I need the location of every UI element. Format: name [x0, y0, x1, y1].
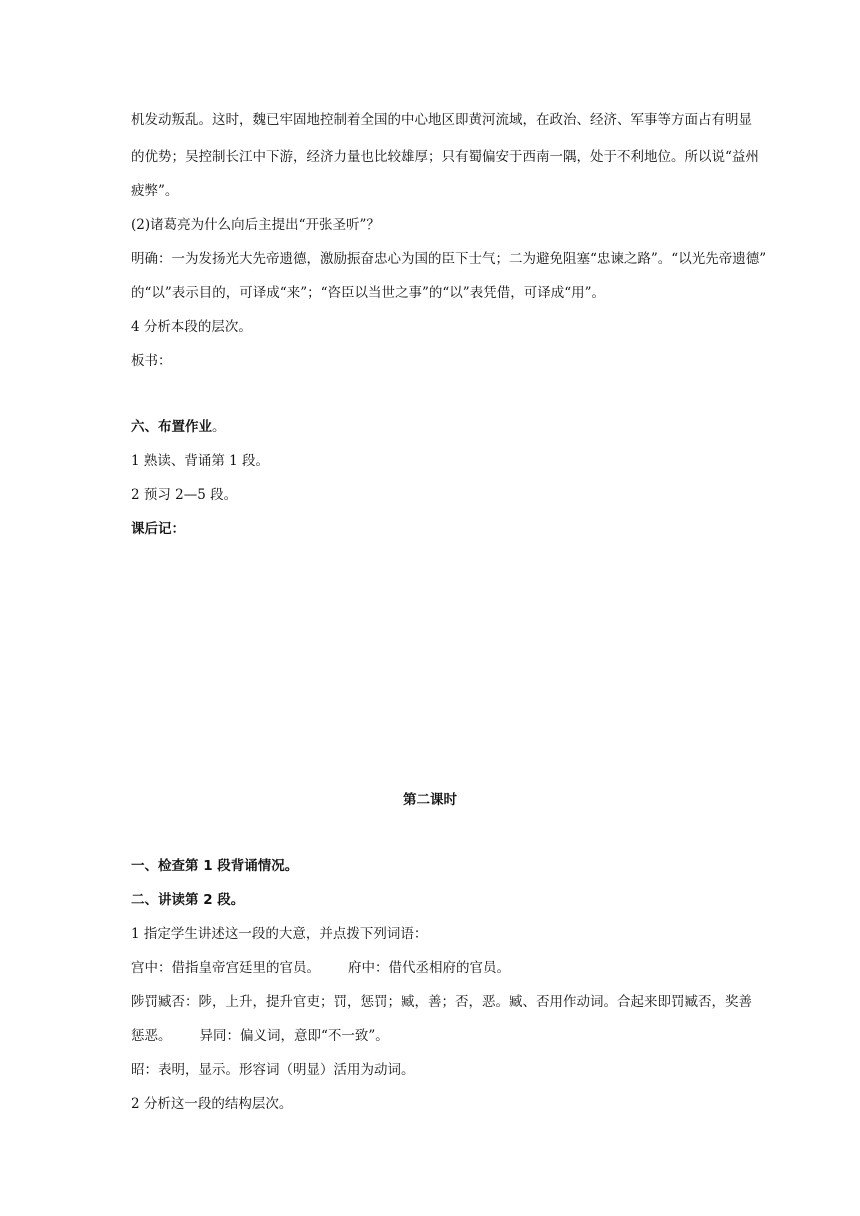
- vocab-line: [131, 959, 510, 977]
- paragraph-line: 机发动叛乱。这时，魏已牢固地控制着全国的中心地区即黄河流域，在政治、经济、军事等方面占有明显: [131, 112, 752, 128]
- paragraph-line: 疲弊”。: [131, 183, 179, 199]
- vocab-zhifa-end: 惩恶。: [131, 1028, 172, 1044]
- vocab-gongzhong: 宫中：借指皇帝宫廷里的官员。: [131, 960, 320, 976]
- paragraph-line: 的优势；吴控制长江中下游，经济力量也比较雄厚；只有蜀偏安于西南一隅，处于不利地位。所以说“益州: [131, 149, 759, 165]
- answer-line: 的“以”表示目的，可译成“来”；“咨臣以当世之事”的“以”表凭借，可译成“用”。: [131, 285, 606, 301]
- lesson-title: 第二课时: [403, 792, 457, 808]
- list-item: 2 预习 2—5 段。: [131, 487, 238, 503]
- vocab-line: [131, 1027, 389, 1045]
- homework-heading-text: 六、布置作业: [131, 419, 212, 435]
- after-class-note-label: 课后记：: [131, 521, 185, 537]
- vocab-fuzhong: 府中：借代丞相府的官员。: [348, 960, 510, 976]
- homework-heading: [131, 418, 226, 436]
- vocab-line: 昭：表明，显示。形容词（明显）活用为动词。: [131, 1062, 415, 1078]
- vocab-line: 陟罚臧否：陟，上升，提升官吏；罚，惩罚；臧，善；否，恶。臧、否用作动词。合起来即罚臧否，奖善: [131, 994, 752, 1010]
- list-item: 1 指定学生讲述这一段的大意，并点拨下列词语：: [131, 926, 428, 942]
- homework-heading-punct: 。: [212, 419, 226, 435]
- blackboard-label: 板书：: [131, 353, 172, 369]
- list-item: 4 分析本段的层次。: [131, 319, 252, 335]
- vocab-yitong: 异同：偏义词，意即“不一致”。: [199, 1028, 389, 1044]
- list-item: 2 分析这一段的结构层次。: [131, 1096, 293, 1112]
- step-heading: 二、讲读第 2 段。: [131, 892, 245, 908]
- answer-line: 明确：一为发扬光大先帝遗德，激励振奋忠心为国的臣下士气；二为避免阻塞“忠谏之路”。“以光先帝遗德”: [131, 251, 767, 267]
- list-item: 1 熟读、背诵第 1 段。: [131, 453, 270, 469]
- question-2: (2)诸葛亮为什么向后主提出“开张圣听”？: [131, 217, 380, 233]
- step-heading: 一、检查第 1 段背诵情况。: [131, 858, 299, 874]
